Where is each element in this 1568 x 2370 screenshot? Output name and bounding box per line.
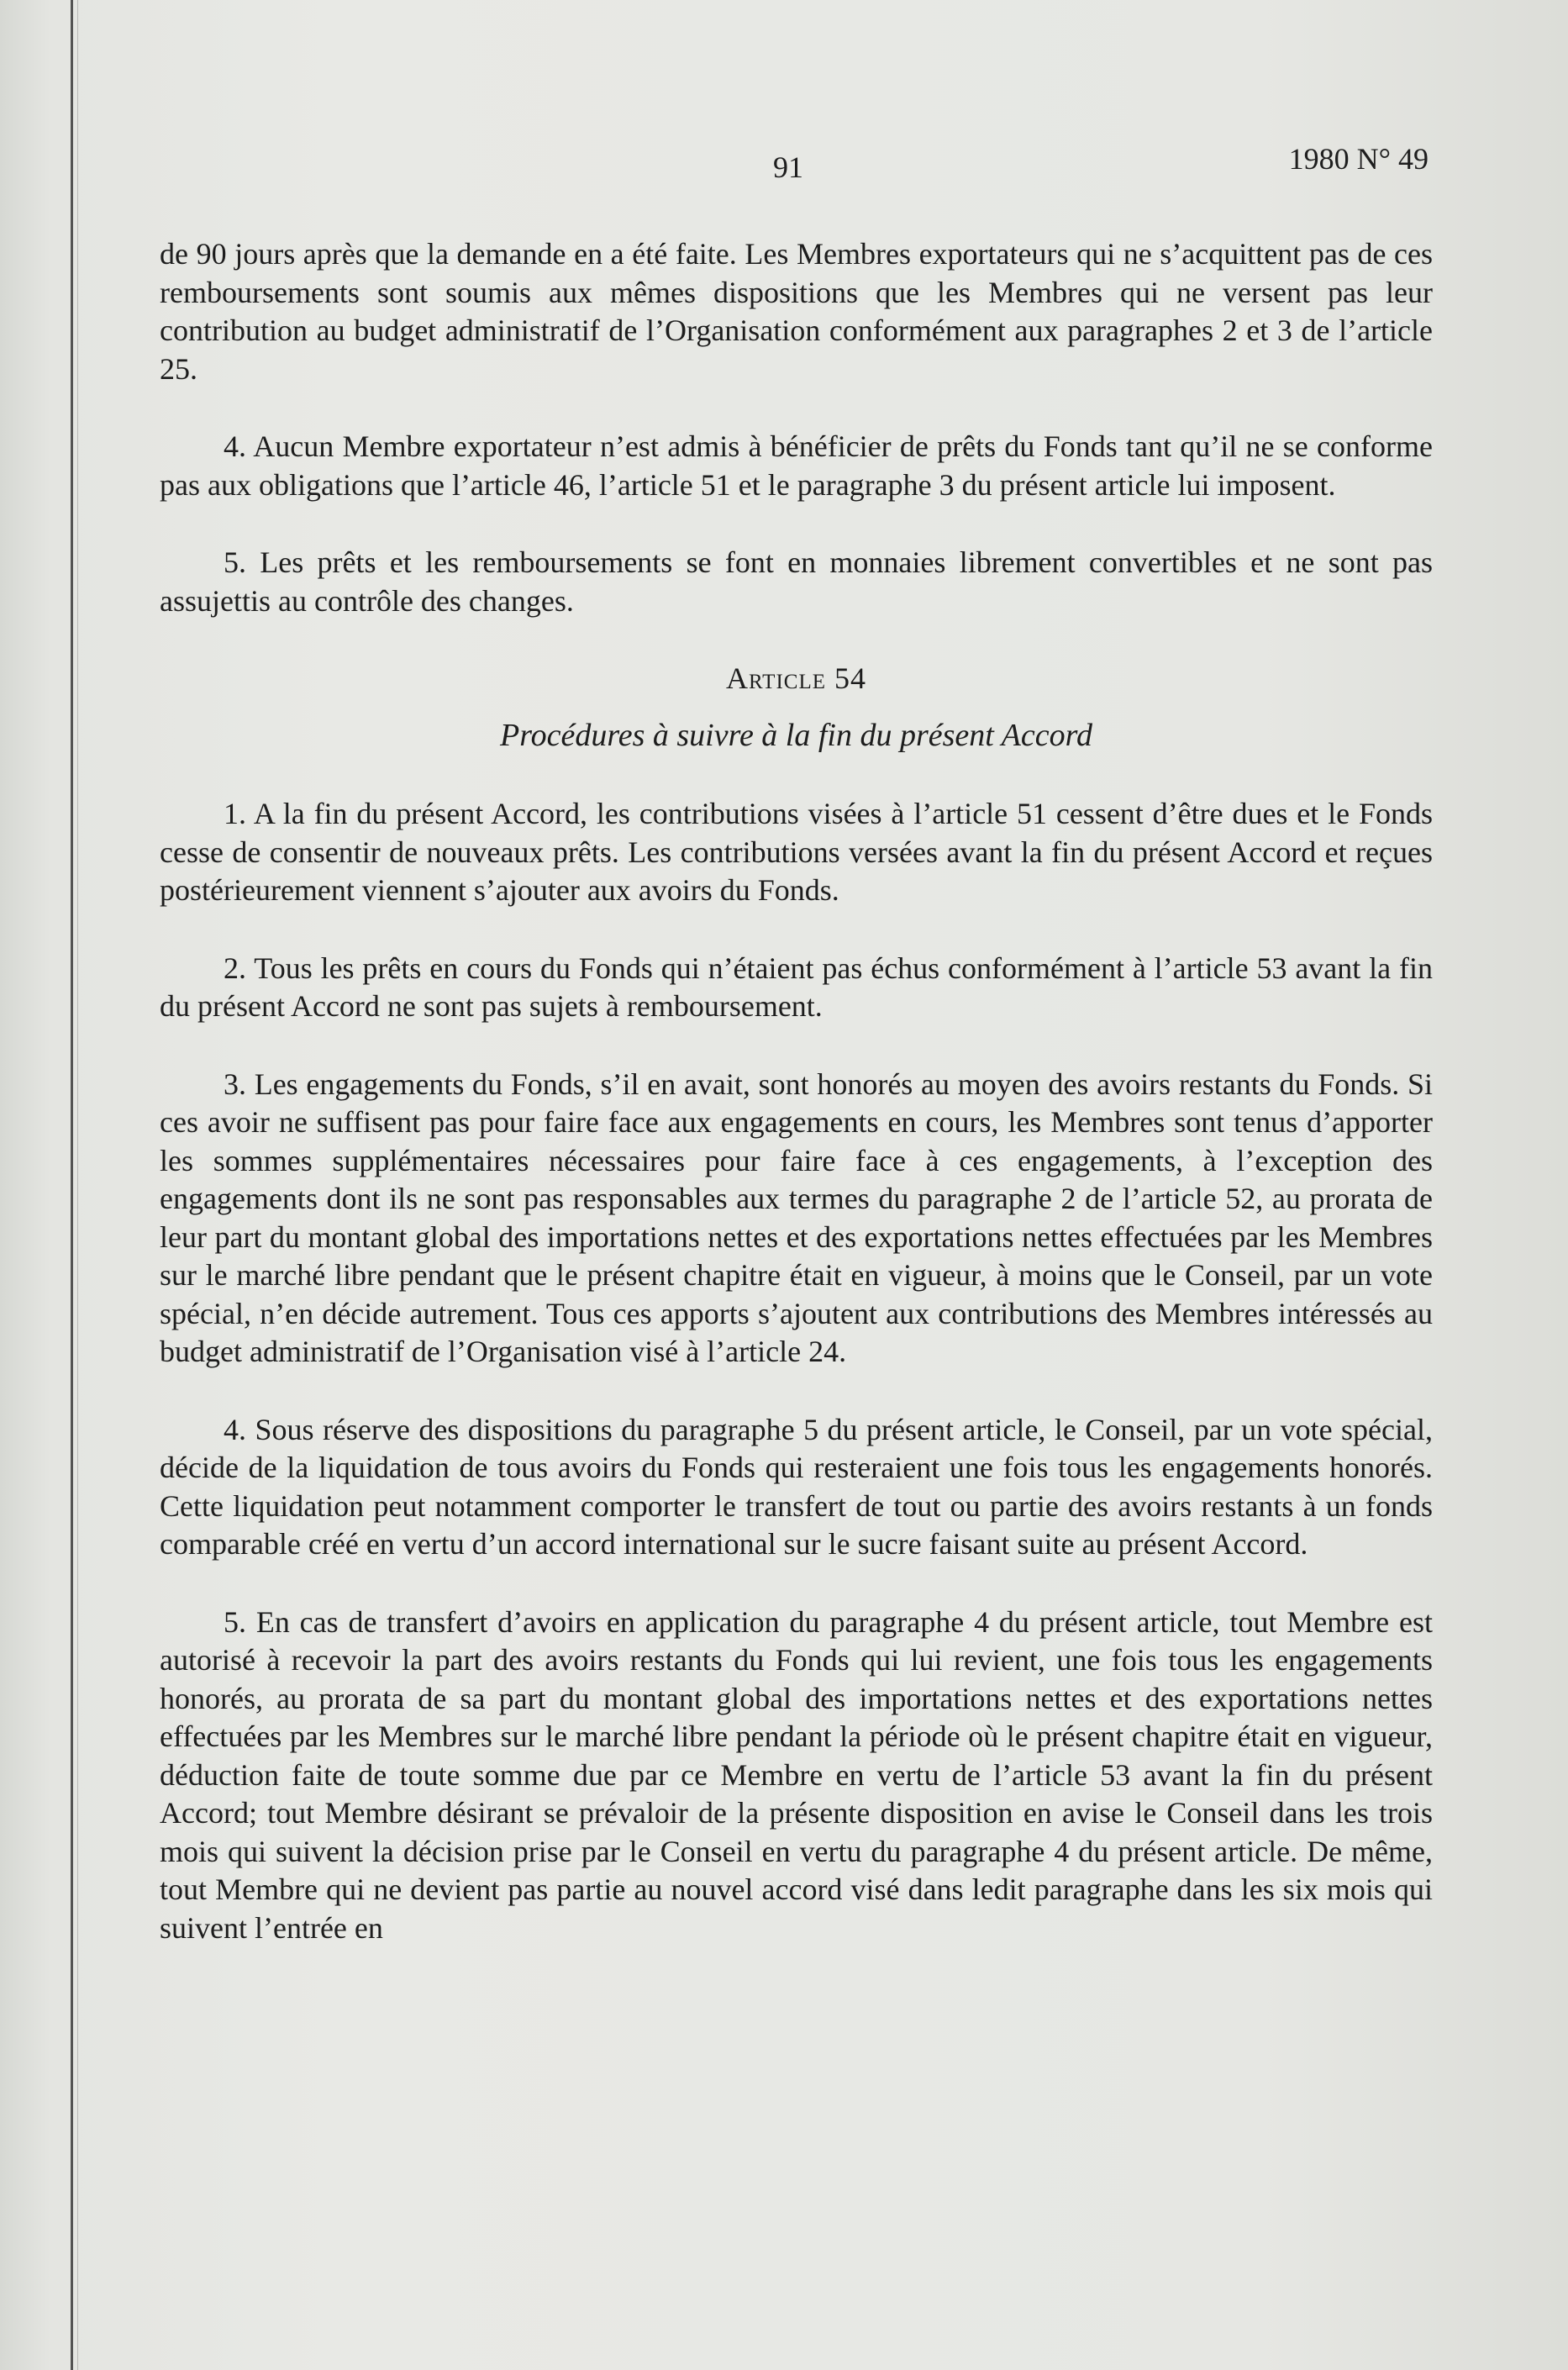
treaty-reference: 1980 N° 49 — [1288, 142, 1429, 176]
page-header — [160, 141, 1445, 192]
page-body — [160, 235, 1433, 1987]
binding-edge-line — [71, 0, 73, 2370]
article-heading: Article 54 — [726, 661, 866, 695]
page-number: 91 — [773, 150, 803, 184]
article-subtitle: Procédures à suivre à la fin du présent Accord — [500, 717, 1092, 753]
article-paragraph-5: 5. En cas de transfert d’avoirs en application du paragraphe 4 du présent article, tout Membre est autorisé à recevoir la part des avoirs restants du Fonds qui lui revient, une fois tous les engagements honorés, au prorata de sa part du montant global des importations nettes et des exportations nettes effectuées par les Membres sur le marché libre pendant la période où le présent chapitre était en vigueur, déduction faite de toute somme due par ce Membre en vertu de l’article 53 avant la fin du présent Accord; tout Membre désirant se prévaloir de la présente disposition en avise le Conseil dans les trois mois qui suivent la décision prise par le Conseil en vertu du paragraphe 4 du présent article. De même, tout Membre qui ne devient pas partie au nouvel accord visé dans ledit paragraphe dans les six mois qui suivent l’entrée en — [160, 1604, 1433, 1945]
article-paragraph-2: 2. Tous les prêts en cours du Fonds qui n’étaient pas échus conformément à l’article 53 avant la fin du présent Accord ne sont pas sujets à remboursement. — [160, 951, 1433, 1023]
continued-paragraph: de 90 jours après que la demande en a été faite. Les Membres exportateurs qui ne s’acquittent pas de ces remboursements sont soumis aux mêmes dispositions que les Membres qui ne versent pas leur contribution au budget administratif de l’Organisation conformément aux paragraphes 2 et 3 de l’article 25. — [160, 237, 1433, 386]
paragraph-5: 5. Les prêts et les remboursements se font en monnaies librement convertibles et ne sont pas assujettis au contrôle des changes. — [160, 545, 1433, 618]
article-paragraph-1: 1. A la fin du présent Accord, les contributions visées à l’article 51 cessent d’être dues et le Fonds cesse de consentir de nouveaux prêts. Les contributions versées avant la fin du présent Accord et reçues postérieurement viennent s’ajouter aux avoirs du Fonds. — [160, 797, 1433, 907]
article-paragraph-4: 4. Sous réserve des dispositions du paragraphe 5 du présent article, le Conseil, par un vote spécial, décide de la liquidation de tous avoirs du Fonds qui resteraient une fois tous les engagements honorés. Cette liquidation peut notamment comporter le transfert de tout ou partie des avoirs restants à un fonds comparable créé en vertu d’un accord international sur le sucre faisant suite au présent Accord. — [160, 1412, 1433, 1561]
paragraph-4: 4. Aucun Membre exportateur n’est admis à bénéficier de prêts du Fonds tant qu’il ne se conforme pas aux obligations que l’article 46, l’article 51 et le paragraphe 3 du présent article lui imposent. — [160, 429, 1433, 502]
binding-edge-shadow — [77, 0, 78, 2370]
article-paragraph-3: 3. Les engagements du Fonds, s’il en avait, sont honorés au moyen des avoirs restants du Fonds. Si ces avoir ne suffisent pas pour faire face aux engagements en cours, les Membres sont tenus d’apporter les sommes supplémentaires nécessaires pour faire face à ces engagements, à l’exception des engagements dont ils ne sont pas responsables aux termes du paragraphe 2 de l’article 52, au prorata de leur part du montant global des importations nettes et des exportations nettes effectuées par les Membres sur le marché libre pendant que le présent chapitre était en vigueur, à moins que le Conseil, par un vote spécial, n’en décide autrement. Tous ces apports s’ajoutent aux contributions des Membres intéressés au budget administratif de l’Organisation visé à l’article 24. — [160, 1066, 1433, 1368]
